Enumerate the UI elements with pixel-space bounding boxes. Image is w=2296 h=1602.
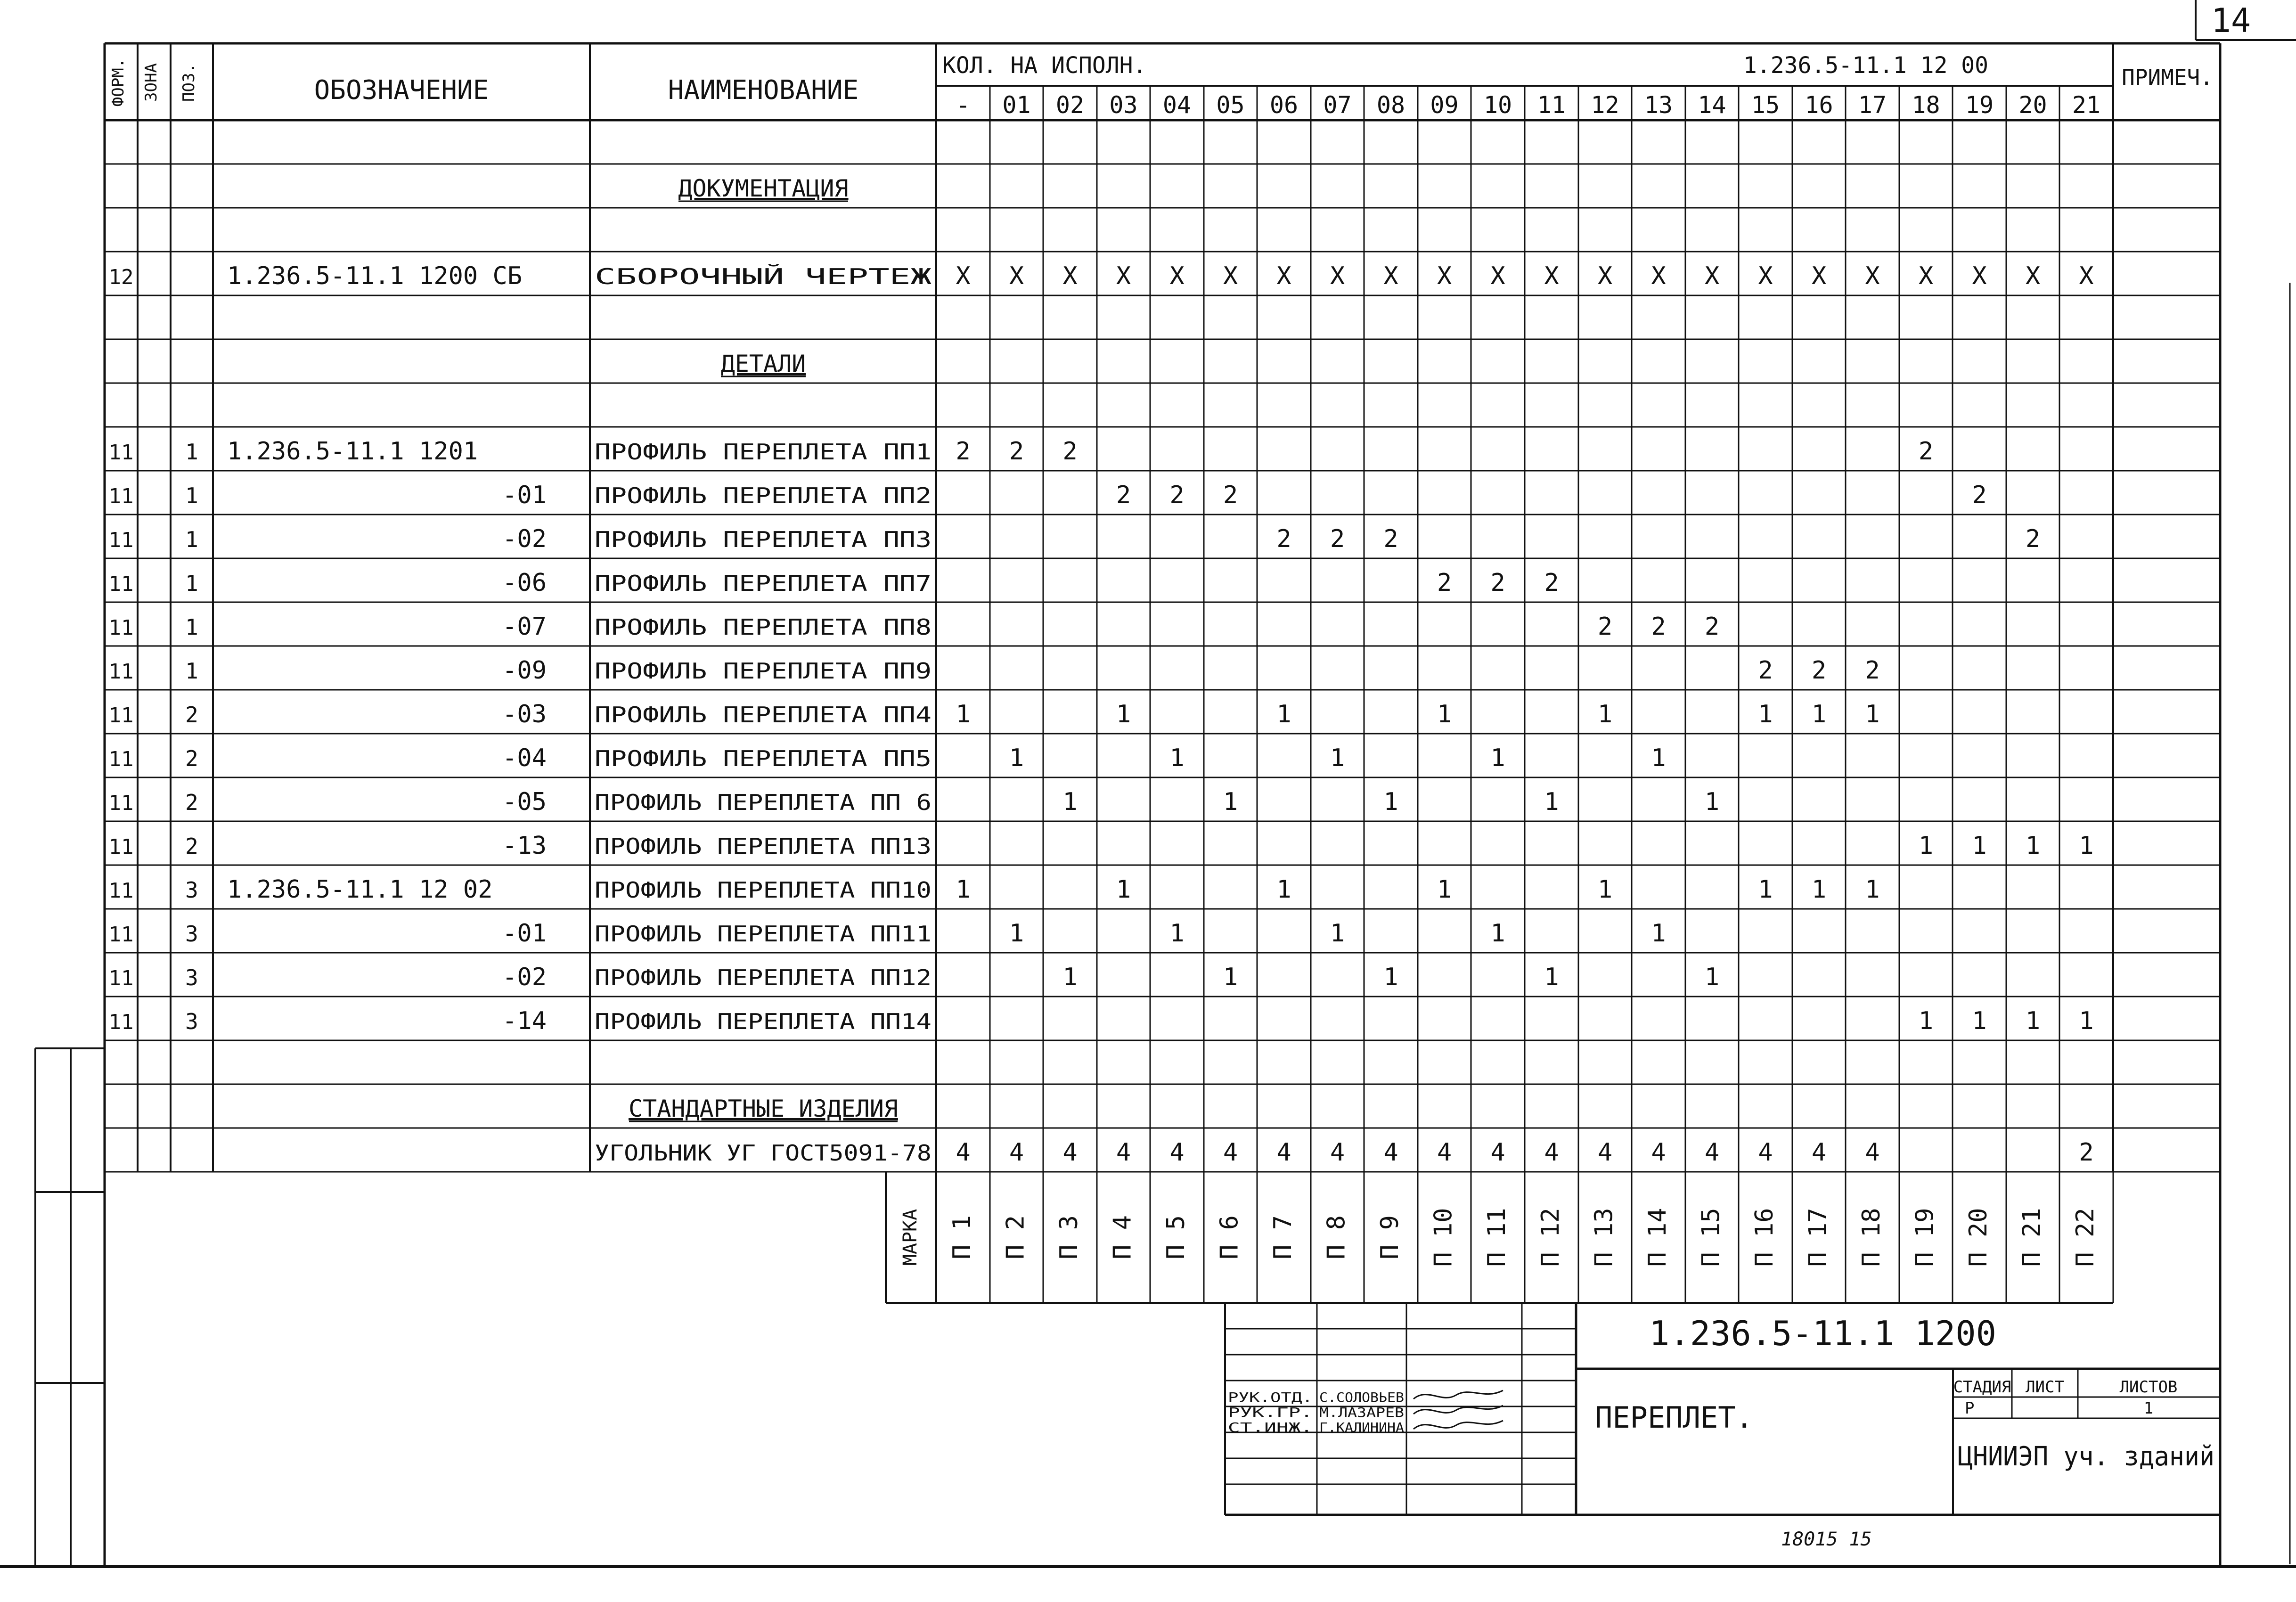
qty-cell: 1 bbox=[2079, 1007, 2094, 1035]
variant-label: 19 bbox=[1965, 91, 1994, 119]
qty-cell: X bbox=[1865, 262, 1880, 290]
mark-label-item: П 17 bbox=[1804, 1208, 1832, 1267]
qty-cell: 1 bbox=[1597, 875, 1613, 904]
cell-designation: -05 bbox=[502, 788, 547, 816]
cell-name: ПРОФИЛЬ ПЕРЕПЛЕТА ПП 6 bbox=[595, 790, 931, 815]
qty-cell: X bbox=[1704, 262, 1720, 290]
mark-label-item: П 1 bbox=[948, 1215, 976, 1259]
variant-label: 05 bbox=[1216, 91, 1245, 119]
qty-cell: 1 bbox=[1758, 875, 1773, 904]
qty-cell: X bbox=[1811, 262, 1827, 290]
mark-label-item: П 19 bbox=[1911, 1208, 1939, 1267]
cell-form: 11 bbox=[108, 441, 134, 465]
table-row bbox=[109, 569, 1559, 597]
qty-cell: X bbox=[1276, 262, 1291, 290]
qty-cell: 1 bbox=[2025, 832, 2041, 860]
qty-cell: 1 bbox=[1437, 700, 1452, 728]
cell-form: 11 bbox=[108, 747, 134, 771]
qty-cell: 2 bbox=[1758, 656, 1773, 685]
cell-form: 11 bbox=[108, 616, 134, 640]
signer-role: СТ.ИНЖ. bbox=[1228, 1420, 1313, 1435]
cell-form: 11 bbox=[108, 835, 134, 859]
qty-cell: 1 bbox=[1223, 963, 1238, 991]
variant-label: - bbox=[956, 91, 971, 119]
cell-designation: -13 bbox=[502, 832, 547, 860]
qty-cell: 4 bbox=[1704, 1138, 1720, 1167]
section-heading: ДОКУМЕНТАЦИЯ bbox=[678, 175, 849, 202]
variant-label: 09 bbox=[1430, 91, 1459, 119]
qty-cell: 2 bbox=[1330, 525, 1345, 553]
variant-label: 13 bbox=[1644, 91, 1673, 119]
signature-mark bbox=[1414, 1421, 1503, 1429]
qty-cell: 4 bbox=[1330, 1138, 1345, 1167]
qty-cell: 1 bbox=[1116, 700, 1131, 728]
qty-cell: X bbox=[1383, 262, 1398, 290]
qty-cell: X bbox=[1651, 262, 1666, 290]
sheets-value: 1 bbox=[2143, 1399, 2154, 1418]
cell-pos: 3 bbox=[185, 1009, 198, 1034]
mark-label-item: П 18 bbox=[1857, 1208, 1886, 1267]
cell-name: УГОЛЬНИК УГ ГОСТ5091-78 bbox=[595, 1140, 931, 1166]
table-row bbox=[595, 1138, 2094, 1167]
mark-label-item: П 2 bbox=[1001, 1215, 1030, 1259]
mark-label-item: П 15 bbox=[1697, 1208, 1725, 1267]
table-row bbox=[109, 656, 1880, 685]
qty-cell: 1 bbox=[2025, 1007, 2041, 1035]
cell-pos: 2 bbox=[185, 834, 198, 859]
qty-cell: 2 bbox=[1704, 613, 1720, 641]
mark-label-item: П 22 bbox=[2071, 1208, 2100, 1267]
variant-label: 10 bbox=[1483, 91, 1512, 119]
qty-cell: 1 bbox=[1276, 700, 1291, 728]
cell-pos: 3 bbox=[185, 877, 198, 903]
cell-form: 11 bbox=[108, 660, 134, 684]
qty-cell: 1 bbox=[1597, 700, 1613, 728]
qty-cell: 1 bbox=[1704, 788, 1720, 816]
qty-cell: 2 bbox=[2025, 525, 2041, 553]
qty-cell: 1 bbox=[1383, 963, 1398, 991]
qty-cell: 4 bbox=[1383, 1138, 1398, 1167]
qty-cell: 4 bbox=[1276, 1138, 1291, 1167]
signature-mark bbox=[1414, 1390, 1503, 1399]
qty-cell: 4 bbox=[1116, 1138, 1131, 1167]
cell-designation: -07 bbox=[502, 613, 547, 641]
cell-pos: 3 bbox=[185, 965, 198, 990]
qty-cell: 1 bbox=[1490, 744, 1505, 772]
cell-pos: 3 bbox=[185, 921, 198, 947]
header-designation: ОБОЗНАЧЕНИЕ bbox=[314, 75, 489, 106]
mark-label-item: П 21 bbox=[2018, 1208, 2046, 1267]
cell-name: ПРОФИЛЬ ПЕРЕПЛЕТА ПП13 bbox=[595, 834, 931, 859]
mark-label-item: П 4 bbox=[1108, 1215, 1137, 1259]
qty-cell: 1 bbox=[1223, 788, 1238, 816]
signer-role: РУК.ГР. bbox=[1228, 1405, 1313, 1420]
stage-value: Р bbox=[1965, 1399, 1975, 1418]
qty-cell: X bbox=[1223, 262, 1238, 290]
table-row bbox=[109, 875, 1880, 904]
qty-cell: 2 bbox=[1062, 437, 1078, 466]
variant-label: 21 bbox=[2072, 91, 2101, 119]
cell-name: СБОРОЧНЫЙ ЧЕРТЕЖ bbox=[595, 264, 932, 289]
doc-number: 1.236.5-11.1 1200 bbox=[1649, 1314, 1996, 1353]
variant-label: 12 bbox=[1591, 91, 1619, 119]
stage-label: СТАДИЯ bbox=[1953, 1378, 2011, 1397]
table-row bbox=[109, 919, 1666, 948]
qty-cell: 1 bbox=[1651, 744, 1666, 772]
qty-cell: 4 bbox=[1223, 1138, 1238, 1167]
mark-label-item: П 14 bbox=[1643, 1208, 1672, 1267]
cell-designation: -09 bbox=[502, 656, 547, 685]
qty-cell: 1 bbox=[1704, 963, 1720, 991]
qty-cell: 1 bbox=[1062, 963, 1078, 991]
signer-name: М.ЛАЗАРЕВ bbox=[1319, 1405, 1404, 1420]
qty-cell: 4 bbox=[1544, 1138, 1559, 1167]
cell-pos: 1 bbox=[185, 483, 198, 508]
qty-cell: X bbox=[1437, 262, 1452, 290]
qty-cell: 4 bbox=[1811, 1138, 1827, 1167]
header-zone: ЗОНА bbox=[142, 63, 161, 102]
qty-cell: 1 bbox=[1383, 788, 1398, 816]
mark-label-item: П 12 bbox=[1536, 1208, 1565, 1267]
qty-cell: 1 bbox=[1116, 875, 1131, 904]
qty-cell: X bbox=[1062, 262, 1078, 290]
cell-pos: 1 bbox=[185, 571, 198, 596]
qty-cell: 1 bbox=[1651, 919, 1666, 948]
section-heading: СТАНДАРТНЫЕ ИЗДЕЛИЯ bbox=[629, 1095, 898, 1122]
table-row bbox=[109, 525, 2041, 553]
qty-cell: 2 bbox=[1811, 656, 1827, 685]
cell-designation: -01 bbox=[502, 481, 547, 509]
mark-label-item: П 5 bbox=[1162, 1215, 1190, 1259]
qty-cell: 2 bbox=[1597, 613, 1613, 641]
cell-designation: -03 bbox=[502, 700, 547, 728]
variant-label: 15 bbox=[1751, 91, 1780, 119]
qty-cell: 1 bbox=[1062, 788, 1078, 816]
cell-form: 11 bbox=[108, 528, 134, 552]
cell-pos: 1 bbox=[185, 614, 198, 640]
mark-label-item: П 7 bbox=[1269, 1215, 1297, 1259]
cell-designation: -14 bbox=[502, 1007, 547, 1035]
qty-cell: 2 bbox=[1490, 569, 1505, 597]
header-note: ПРИМЕЧ. bbox=[2122, 65, 2213, 90]
cell-form: 11 bbox=[108, 791, 134, 815]
cell-form: 12 bbox=[108, 265, 134, 289]
qty-cell: 1 bbox=[1276, 875, 1291, 904]
mark-label-item: П 3 bbox=[1055, 1215, 1083, 1259]
cell-designation: 1.236.5-11.1 1201 bbox=[227, 437, 478, 466]
qty-cell: 2 bbox=[956, 437, 971, 466]
qty-cell: 1 bbox=[1544, 963, 1559, 991]
qty-cell: 1 bbox=[1811, 875, 1827, 904]
mark-label-item: П 20 bbox=[1964, 1208, 1993, 1267]
qty-cell: 1 bbox=[2079, 832, 2094, 860]
qty-cell: 4 bbox=[1597, 1138, 1613, 1167]
qty-cell: 1 bbox=[1918, 832, 1934, 860]
variant-label: 14 bbox=[1698, 91, 1726, 119]
table-row bbox=[678, 175, 848, 202]
cell-name: ПРОФИЛЬ ПЕРЕПЛЕТА ПП5 bbox=[595, 746, 931, 771]
table-row bbox=[109, 788, 1720, 816]
qty-cell: 1 bbox=[1758, 700, 1773, 728]
qty-cell: X bbox=[1918, 262, 1934, 290]
variant-label: 02 bbox=[1055, 91, 1085, 119]
qty-cell: X bbox=[1116, 262, 1131, 290]
table-row bbox=[109, 963, 1720, 991]
qty-cell: 1 bbox=[956, 875, 971, 904]
qty-cell: X bbox=[1544, 262, 1559, 290]
variant-label: 17 bbox=[1858, 91, 1887, 119]
qty-cell: 2 bbox=[1972, 481, 1987, 509]
cell-name: ПРОФИЛЬ ПЕРЕПЛЕТА ПП3 bbox=[595, 527, 931, 552]
cell-form: 11 bbox=[108, 923, 134, 947]
cell-name: ПРОФИЛЬ ПЕРЕПЛЕТА ПП1 bbox=[595, 439, 931, 465]
cell-designation: -02 bbox=[502, 525, 547, 553]
cell-form: 11 bbox=[108, 1010, 134, 1034]
cell-form: 11 bbox=[108, 572, 134, 596]
variant-label: 04 bbox=[1162, 91, 1192, 119]
table-row bbox=[109, 481, 1987, 509]
signer-role: РУК.ОТД. bbox=[1228, 1389, 1313, 1405]
sheet-label: ЛИСТ bbox=[2026, 1378, 2064, 1397]
qty-cell: X bbox=[1758, 262, 1773, 290]
table-row bbox=[109, 1007, 2094, 1035]
cell-designation: -04 bbox=[502, 744, 547, 772]
qty-cell: 1 bbox=[1972, 1007, 1987, 1035]
qty-cell: 1 bbox=[1169, 744, 1185, 772]
mark-label-item: П 13 bbox=[1590, 1208, 1618, 1267]
qty-cell: 4 bbox=[1009, 1138, 1024, 1167]
cell-designation: 1.236.5-11.1 12 02 bbox=[227, 875, 493, 904]
cell-pos: 1 bbox=[185, 439, 198, 465]
variant-label: 08 bbox=[1376, 91, 1405, 119]
bottom-stamp: 18015 15 bbox=[1781, 1528, 1872, 1550]
qty-cell: 2 bbox=[1276, 525, 1291, 553]
qty-cell: 2 bbox=[1116, 481, 1131, 509]
variant-label: 16 bbox=[1805, 91, 1833, 119]
mark-label-item: П 9 bbox=[1376, 1215, 1404, 1259]
cell-designation: 1.236.5-11.1 1200 СБ bbox=[227, 262, 523, 290]
qty-cell: 2 bbox=[1169, 481, 1185, 509]
table-row bbox=[109, 700, 1880, 728]
cell-designation: -01 bbox=[502, 919, 547, 948]
cell-name: ПРОФИЛЬ ПЕРЕПЛЕТА ПП14 bbox=[595, 1009, 931, 1034]
qty-cell: 4 bbox=[1490, 1138, 1505, 1167]
qty-cell: X bbox=[1597, 262, 1613, 290]
organization: ЦНИИЭП уч. зданий bbox=[1958, 1441, 2214, 1472]
cell-name: ПРОФИЛЬ ПЕРЕПЛЕТА ПП7 bbox=[595, 571, 931, 596]
qty-cell: 2 bbox=[2079, 1138, 2094, 1167]
cell-pos: 2 bbox=[185, 746, 198, 771]
page-number: 14 bbox=[2211, 1, 2251, 40]
cell-name: ПРОФИЛЬ ПЕРЕПЛЕТА ПП9 bbox=[595, 658, 931, 684]
qty-cell: 4 bbox=[1437, 1138, 1452, 1167]
cell-designation: -02 bbox=[502, 963, 547, 991]
qty-cell: X bbox=[956, 262, 971, 290]
cell-form: 11 bbox=[108, 703, 134, 727]
header-pos: ПОЗ. bbox=[180, 63, 198, 102]
table-row bbox=[109, 744, 1666, 772]
qty-cell: 1 bbox=[1009, 919, 1024, 948]
cell-pos: 2 bbox=[185, 702, 198, 727]
qty-cell: 1 bbox=[956, 700, 971, 728]
cell-pos: 2 bbox=[185, 790, 198, 815]
variant-label: 11 bbox=[1537, 91, 1566, 119]
cell-pos: 1 bbox=[185, 527, 198, 552]
qty-cell: 1 bbox=[1169, 919, 1185, 948]
qty-cell: X bbox=[1330, 262, 1345, 290]
signer-name: Г.КАЛИНИНА bbox=[1319, 1420, 1405, 1435]
mark-label-item: П 11 bbox=[1483, 1208, 1511, 1267]
qty-cell: 4 bbox=[1865, 1138, 1880, 1167]
section-heading: ДЕТАЛИ bbox=[720, 350, 806, 377]
variant-label: 18 bbox=[1912, 91, 1940, 119]
mark-label-item: П 16 bbox=[1750, 1208, 1779, 1267]
cell-form: 11 bbox=[108, 966, 134, 990]
qty-cell: 1 bbox=[1437, 875, 1452, 904]
cell-name: ПРОФИЛЬ ПЕРЕПЛЕТА ПП2 bbox=[595, 483, 931, 508]
variant-label: 20 bbox=[2018, 91, 2047, 119]
variant-label: 03 bbox=[1109, 91, 1138, 119]
mark-label-item: П 10 bbox=[1429, 1208, 1458, 1267]
qty-cell: 1 bbox=[1865, 700, 1880, 728]
qty-cell: 2 bbox=[1918, 437, 1934, 466]
qty-cell: 4 bbox=[1062, 1138, 1078, 1167]
header-form: ФОРМ. bbox=[109, 58, 128, 107]
qty-cell: 1 bbox=[1865, 875, 1880, 904]
qty-cell: 1 bbox=[1544, 788, 1559, 816]
qty-cell: 2 bbox=[1223, 481, 1238, 509]
qty-cell: X bbox=[1009, 262, 1024, 290]
qty-cell: 1 bbox=[1009, 744, 1024, 772]
qty-cell: X bbox=[1972, 262, 1987, 290]
qty-cell: 4 bbox=[1651, 1138, 1666, 1167]
cell-designation: -06 bbox=[502, 569, 547, 597]
cell-form: 11 bbox=[108, 879, 134, 903]
table-row bbox=[109, 262, 2094, 290]
header-name: НАИМЕНОВАНИЕ bbox=[668, 75, 859, 106]
mark-label: МАРКА bbox=[899, 1209, 921, 1266]
qty-cell: 1 bbox=[1330, 744, 1345, 772]
qty-cell: 2 bbox=[1544, 569, 1559, 597]
qty-cell: 1 bbox=[1330, 919, 1345, 948]
qty-cell: 4 bbox=[956, 1138, 971, 1167]
drawing-title: ПЕРЕПЛЕТ. bbox=[1595, 1400, 1753, 1435]
qty-cell: 1 bbox=[1918, 1007, 1934, 1035]
sheets-label: ЛИСТОВ bbox=[2119, 1378, 2178, 1397]
variant-label: 01 bbox=[1002, 91, 1031, 119]
qty-cell: 2 bbox=[1651, 613, 1666, 641]
cell-name: ПРОФИЛЬ ПЕРЕПЛЕТА ПП4 bbox=[595, 702, 931, 727]
qty-cell: 2 bbox=[1437, 569, 1452, 597]
table-row bbox=[109, 437, 1934, 466]
cell-name: ПРОФИЛЬ ПЕРЕПЛЕТА ПП10 bbox=[595, 877, 931, 903]
table-row bbox=[629, 1095, 898, 1122]
qty-cell: 2 bbox=[1865, 656, 1880, 685]
qty-cell: X bbox=[1490, 262, 1505, 290]
qty-cell: X bbox=[1169, 262, 1185, 290]
variant-label: 06 bbox=[1269, 91, 1299, 119]
table-row bbox=[109, 613, 1720, 641]
qty-cell: 2 bbox=[1009, 437, 1024, 466]
qty-cell: 2 bbox=[1383, 525, 1398, 553]
qty-cell: 1 bbox=[1490, 919, 1505, 948]
signer-name: С.СОЛОВЬЕВ bbox=[1319, 1389, 1404, 1405]
header-doc-code: 1.236.5-11.1 12 00 bbox=[1743, 52, 1989, 79]
variant-label: 07 bbox=[1323, 91, 1352, 119]
mark-label-item: П 8 bbox=[1322, 1215, 1351, 1259]
qty-cell: 4 bbox=[1169, 1138, 1185, 1167]
qty-cell: 1 bbox=[1811, 700, 1827, 728]
table-row bbox=[721, 350, 806, 377]
header-qty: КОЛ. НА ИСПОЛН. bbox=[942, 52, 1147, 79]
cell-pos: 1 bbox=[185, 658, 198, 684]
qty-cell: X bbox=[2079, 262, 2094, 290]
cell-name: ПРОФИЛЬ ПЕРЕПЛЕТА ПП8 bbox=[595, 614, 931, 640]
table-row bbox=[109, 832, 2094, 860]
cell-form: 11 bbox=[108, 484, 134, 508]
cell-name: ПРОФИЛЬ ПЕРЕПЛЕТА ПП11 bbox=[595, 921, 931, 947]
qty-cell: 1 bbox=[1972, 832, 1987, 860]
cell-name: ПРОФИЛЬ ПЕРЕПЛЕТА ПП12 bbox=[595, 965, 931, 990]
mark-label-item: П 6 bbox=[1215, 1215, 1244, 1259]
qty-cell: 4 bbox=[1758, 1138, 1773, 1167]
qty-cell: X bbox=[2025, 262, 2041, 290]
